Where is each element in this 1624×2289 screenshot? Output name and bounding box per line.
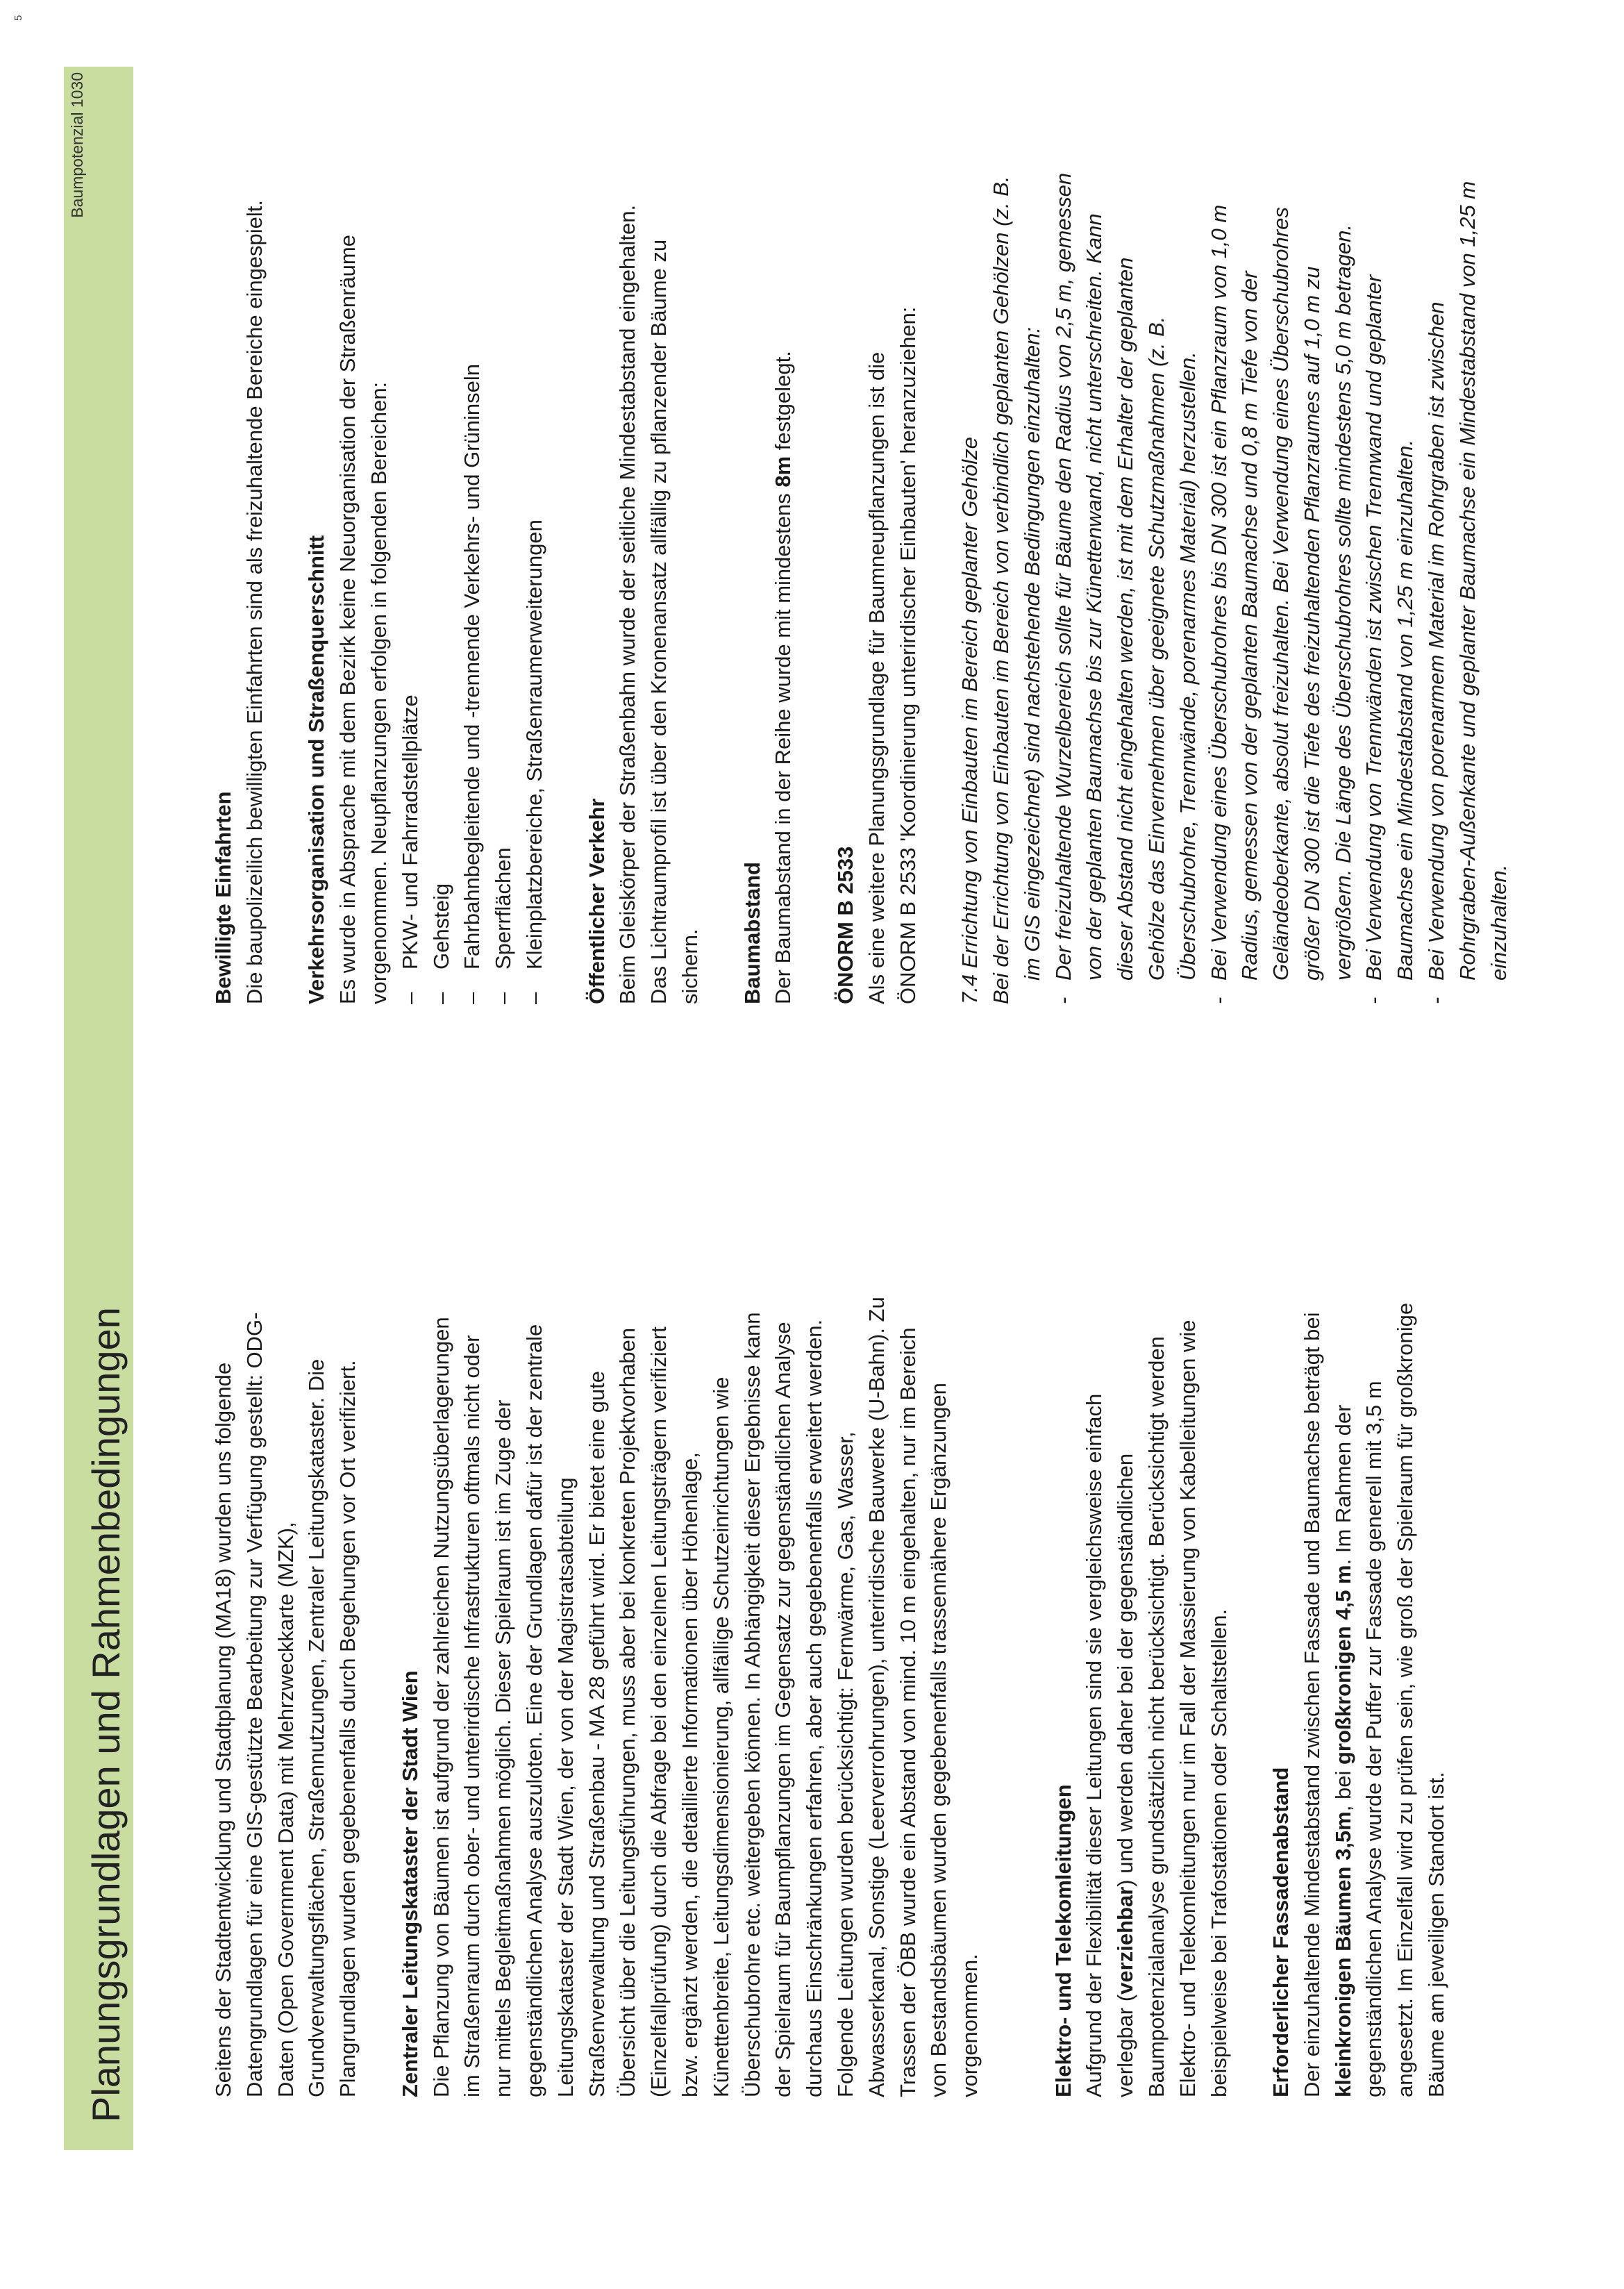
text-line: von Bestandsbäumen wurden gegebenenfalls trassennähere Ergänzungen	[926, 1383, 951, 2097]
section-heading-verkehrsorganisation: Verkehrsorganisation und Straßenquerschnitt	[304, 535, 329, 1004]
text-line: Das Lichtraumprofil ist über den Kronenansatz allfällig zu pflanzender Bäume zu	[646, 239, 671, 1004]
elektro-paragraph	[1079, 1297, 1234, 2097]
list-item: – Gehsteig	[426, 173, 458, 1004]
list-item: - Der freizuhaltende Wurzelbereich sollte für Bäume den Radius von 2,5 m, gemessen von der geplanten Baumachse bis zur Künettenwand, nicht unterschreiten. Kann dieser Abstand nicht eingehalten werden, ist mit dem Erhalter der geplanten Gehölze das Einvernehmen über geeignete Schutzmaßnahmen (z. B. Überschubrohre, Trennwände, porenarmes Material) herzustellen.	[1048, 173, 1204, 1004]
text-line: bzw. ergänzt werden, die detaillierte Informationen über Höhenlage,	[677, 1452, 702, 2097]
section-heading-oeffentlicher-verkehr: Öffentlicher Verkehr	[584, 798, 609, 1004]
text-line: sichern.	[677, 929, 702, 1004]
list-item: - Bei Verwendung von Trennwänden ist zwischen Trennwand und geplanter Baumachse ein Mindestabstand von 1,25 m einzuhalten.	[1359, 173, 1421, 1004]
text-line: Folgende Leitungen wurden berücksichtigt: Fernwärme, Gas, Wasser,	[832, 1431, 857, 2097]
text-line: angesetzt. Im Einzelfall wird zu prüfen sein, wie groß der Spielraum für großkronige	[1393, 1302, 1418, 2097]
text-line: Die Pflanzung von Bäumen ist aufgrund der zahlreichen Nutzungsüberlagerungen	[428, 1317, 453, 2097]
list-item: – Sperrflächen	[488, 173, 519, 1004]
neupflanzung-list	[395, 173, 551, 1004]
list-item: - Bei Verwendung von porenarmem Material im Rohrgraben ist zwischen Rohrgraben-Außenkante und geplanter Baumachse ein Mindestabstand von 1,25 m einzuhalten.	[1421, 173, 1514, 1004]
section-heading-elektro: Elektro- und Telekomleitungen	[1050, 1784, 1075, 2097]
text-line: Bäume am jeweiligen Standort ist.	[1424, 1772, 1449, 2097]
text-line: Datengrundlagen für eine GIS-gestützte Bearbeitung zur Verfügung gestellt: ODG-	[242, 1312, 267, 2097]
bold-term: großkronigen 4,5 m	[1330, 1565, 1355, 1765]
text-line: verlegbar (verziehbar) und werden daher bei der gegenständlichen	[1113, 1453, 1138, 2097]
text-line: Baumpotenzialanalyse grundsätzlich nicht berücksichtigt. Berücksichtigt werden	[1144, 1336, 1169, 2097]
text-line: Die baupolizeilich bewilligten Einfahrten sind als freizuhaltende Bereiche eingespielt.	[242, 199, 267, 1004]
bold-term: 8m	[771, 456, 796, 488]
quote-title: 7.4 Errichtung von Einbauten im Bereich geplanter Gehölze	[957, 437, 982, 1004]
section-heading-fassadenabstand: Erforderlicher Fassadenabstand	[1269, 1767, 1294, 2097]
oenorm-quote	[955, 173, 1514, 1004]
bold-term: verziehbar	[1113, 1886, 1138, 1995]
right-column	[208, 173, 1514, 1004]
page-title: Planungsgrundlagen und Rahmenbedingungen	[84, 1307, 128, 2122]
bold-term: kleinkronigen Bäumen 3,5m	[1330, 1811, 1355, 2097]
text-line: Plangrundlagen wurden gegebenenfalls durch Begehungen vor Ort verifiziert.	[335, 1360, 360, 2097]
text-line: Überschubrohre etc. weitergeben können. In Abhängigkeit dieser Ergebnisse kann	[739, 1312, 764, 2097]
text-line: Trassen der ÖBB wurde ein Abstand von mind. 10 m eingehalten, nur im Bereich	[895, 1327, 920, 2097]
text-line: im Straßenraum durch ober- und unterirdische Infrastrukturen oftmals nicht oder	[460, 1335, 485, 2097]
fassadenabstand-paragraph	[1297, 1297, 1453, 2097]
text-line: (Einzelfallprüfung) durch die Abfrage bei den einzelnen Leitungsträgern verifiziert	[646, 1326, 671, 2097]
text-line: Es wurde in Absprache mit dem Bezirk keine Neuorganisation der Straßenräume	[335, 235, 360, 1004]
text-line: nur mittels Begleitmaßnahmen möglich. Dieser Spielraum ist im Zuge der	[491, 1399, 516, 2097]
text-line: Leitungskataster der Stadt Wien, der von der Magistratsabteilung	[553, 1477, 578, 2097]
text-line: durchaus Einschränkungen erfahren, aber auch gegebenenfalls erweitert werden.	[802, 1319, 827, 2097]
list-item: – Fahrbahnbegleitende und -trennende Verkehrs- und Grüninseln	[457, 173, 488, 1004]
section-heading-oenorm: ÖNORM B 2533	[832, 846, 857, 1004]
text-line: beispielweise bei Trafostationen oder Schaltstellen.	[1206, 1608, 1231, 2097]
text-line: Bei der Errichtung von Einbauten im Bereich von verbindlich geplanten Gehölzen (z. B.	[988, 176, 1013, 1004]
intro-paragraph	[208, 1297, 364, 2097]
section-heading-baumabstand: Baumabstand	[739, 862, 764, 1004]
text-line: vorgenommen. Neupflanzungen erfolgen in folgenden Bereichen:	[366, 381, 391, 1004]
text-line: Der Baumabstand in der Reihe wurde mit mindestens 8m festgelegt.	[771, 351, 796, 1004]
text-line: Künettenbreite, Leitungsdimensionierung, allfällige Schutzeinrichtungen wie	[708, 1376, 733, 2097]
list-item: – PKW- und Fahrradstellplätze	[395, 173, 426, 1004]
text-line: Elektro- und Telekomleitungen nur im Fall der Massierung von Kabelleitungen wie	[1175, 1320, 1200, 2097]
text-line: Daten (Open Government Data) mit Mehrzweckkarte (MZK),	[273, 1522, 298, 2097]
list-item: - Bei Verwendung eines Überschubrohres bis DN 300 ist ein Pflanzraum von 1,0 m Radius, gemessen von der geplanten Baumachse und 0,8 m Tiefe von der Geländeoberkante, absolut freizuhalten. Bei Verwendung eines Überschubrohres größer DN 300 ist die Tiefe des freizuhaltenden Pflanzraumes auf 1,0 m zu vergrößern. Die Länge des Überschubrohres sollte mindestens 5,0 m betragen.	[1204, 173, 1359, 1004]
text-line: Als eine weitere Planungsgrundlage für Baumneupflanzungen ist die	[864, 351, 889, 1004]
section-heading-leitungskataster: Zentraler Leitungskataster der Stadt Wien	[397, 1670, 422, 2097]
text-line: im GIS eingezeichnet) sind nachstehende Bedingungen einzuhalten:	[1019, 327, 1044, 981]
section-heading-einfahrten: Bewilligte Einfahrten	[211, 791, 235, 1004]
text-line: Abwasserkanal, Sonstige (Leerverrohrungen), unterirdische Bauwerke (U-Bahn). Zu	[864, 1297, 889, 2097]
text-line: gegenständlichen Analyse auszuloten. Eine der Grundlagen dafür ist der zentrale	[521, 1324, 546, 2097]
text-line: Aufgrund der Flexibilität dieser Leitungen sind sie vergleichsweise einfach	[1082, 1393, 1107, 2097]
leitungskataster-paragraph	[426, 1297, 986, 2097]
text-line: kleinkronigen Bäumen 3,5m, bei großkronigen 4,5 m. Im Rahmen der	[1330, 1404, 1355, 2097]
page-number: 5	[12, 15, 24, 21]
left-column	[208, 1297, 1453, 2097]
text-line: Straßenverwaltung und Straßenbau - MA 28 geführt wird. Er bietet eine gute	[584, 1371, 609, 2097]
text-line: Der einzuhaltende Mindestabstand zwischen Fassade und Baumachse beträgt bei	[1299, 1312, 1324, 2097]
text-line: Beim Gleiskörper der Straßenbahn wurde der seitliche Mindestabstand eingehalten.	[615, 204, 640, 1004]
text-line: gegenständlichen Analyse wurde der Puffer zur Fassade generell mit 3,5 m	[1362, 1381, 1387, 2097]
text-line: Übersicht über die Leitungsführungen, muss aber bei konkreten Projektvorhaben	[615, 1327, 640, 2097]
text-line: der Spielraum für Baumpflanzungen im Gegensatz zur gegenständlichen Analyse	[771, 1322, 796, 2097]
text-line: Grundverwaltungsflächen, Straßennutzungen, Zentraler Leitungskataster. Die	[304, 1358, 329, 2097]
text-line: vorgenommen.	[957, 1954, 982, 2097]
list-item: – Kleinplatzbereiche, Straßenraumerweiterungen	[519, 173, 551, 1004]
text-line: ÖNORM B 2533 'Koordinierung unterirdischer Einbauten' heranzuziehen:	[895, 306, 920, 1004]
header-band	[64, 67, 133, 2150]
text-line: Seitens der Stadtentwicklung und Stadtplanung (MA18) wurden uns folgende	[211, 1362, 235, 2097]
quote-list	[1048, 173, 1515, 1004]
document-subtitle: Baumpotenzial 1030	[68, 72, 86, 218]
